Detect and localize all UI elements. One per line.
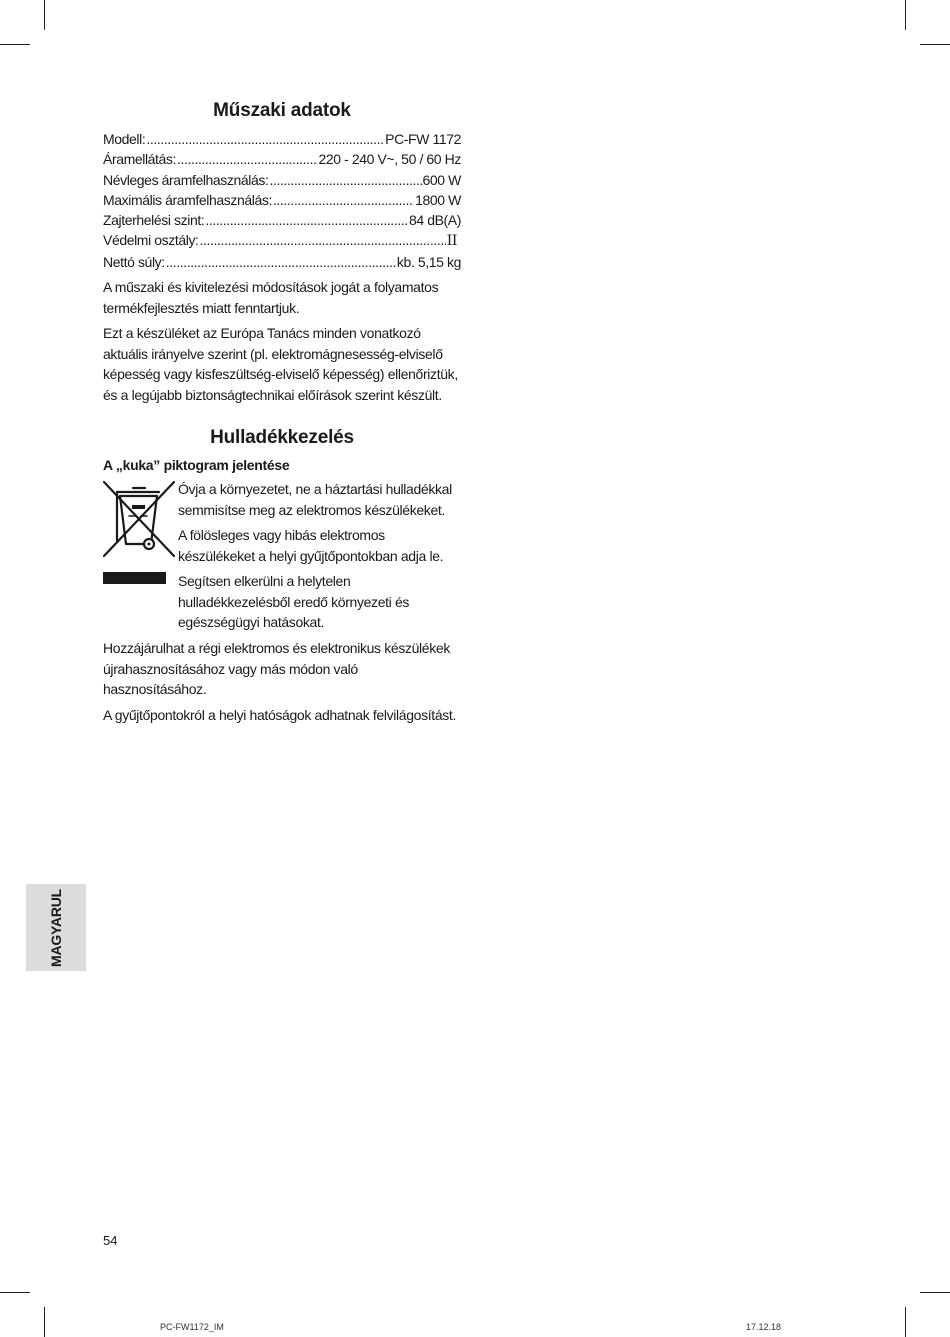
crop-mark [44,1307,45,1337]
spec-label: Áramellátás: [103,151,177,168]
crop-mark [905,0,906,30]
technical-data-heading: Műszaki adatok [213,100,351,121]
spec-value: 600 W [422,171,461,188]
spec-label: Védelmi osztály: [103,232,199,249]
spec-value: kb. 5,15 kg [396,253,461,270]
leader-dots [269,170,421,190]
technical-data-section [103,100,461,405]
crop-mark [920,44,950,45]
spec-list [103,129,461,272]
leader-dots [273,190,414,210]
crossed-out-wheelie-bin-icon [103,481,175,592]
spec-row-max-power [103,190,461,210]
spec-label: Névleges áramfelhasználás: [103,171,269,188]
crop-mark [0,44,30,45]
page-number: 54 [103,1233,118,1248]
language-tab [26,884,86,971]
bin-text-health-effects: Segítsen elkerülni a helytelen hulladékkezelésből eredő környezeti és egészségügyi hatásokat. [178,573,410,630]
compliance-notice: Ezt a készüléket az Európa Tanács minden vonatkozó aktuális irányelve szerint (pl. elektromágnesesség-elviselő képesség vagy kisfeszültség-elviselő képesség) ellenőriztük, és a legújabb biztonságtechnikai előírások szerint készült. [103,325,458,403]
leader-dots [146,129,384,149]
waste-disposal-heading: Hulladékkezelés [210,427,354,448]
bin-text-environment: Óvja a környezetet, ne a háztartási hulladékkal semmisítse meg az elektromos készülékeket. [178,481,452,518]
crop-mark [44,0,45,30]
crop-mark [920,1292,950,1293]
spec-row-noise-level [103,210,461,230]
footer-date: 17.12.18 [746,1322,782,1332]
spec-label: Nettó súly: [103,253,165,270]
leader-dots [200,230,446,250]
leader-dots [205,210,408,230]
spec-value: PC-FW 1172 [385,131,461,147]
spec-label: Zajterhelési szint: [103,212,205,229]
spec-row-protection-class [103,230,461,251]
waste-subheading: A „kuka” piktogram jelentése [103,457,290,473]
modification-notice: A műszaki és kivitelezési módosítások jogát a folyamatos termékfejlesztés miatt fenntartjuk. [103,279,439,316]
spec-label: Modell: [103,131,146,147]
bin-text-collection-point: A fölösleges vagy hibás elektromos készülékeket a helyi gyűjtőpontokban adja le. [178,527,444,564]
language-tab-label: MAGYARUL [48,888,64,967]
waste-disposal-body [103,638,461,725]
crop-mark [0,1292,30,1293]
recycling-note: Hozzájárulhat a régi elektromos és elektronikus készülékek újrahasznosításához vagy más módon való hasznosításához. [103,640,450,697]
spec-value: 220 - 240 V~, 50 / 60 Hz [318,151,461,168]
spec-row-model [103,129,461,149]
leader-dots [177,149,317,169]
spec-value: II [446,233,457,250]
spec-value: 84 dB(A) [408,212,461,229]
authority-info-note: A gyűjtőpontokról a helyi hatóságok adhatnak felvilágosítást. [103,706,457,723]
bin-explanation [178,479,463,633]
leader-dots [166,252,396,272]
crop-mark [905,1307,906,1337]
spec-row-power-supply [103,149,461,169]
waste-disposal-header [103,427,461,473]
spec-row-rated-power [103,170,461,190]
footer-document-id: PC-FW1172_IM [160,1322,224,1332]
spec-value: 1800 W [415,191,461,208]
spec-label: Maximális áramfelhasználás: [103,191,272,208]
spec-row-net-weight [103,252,461,272]
